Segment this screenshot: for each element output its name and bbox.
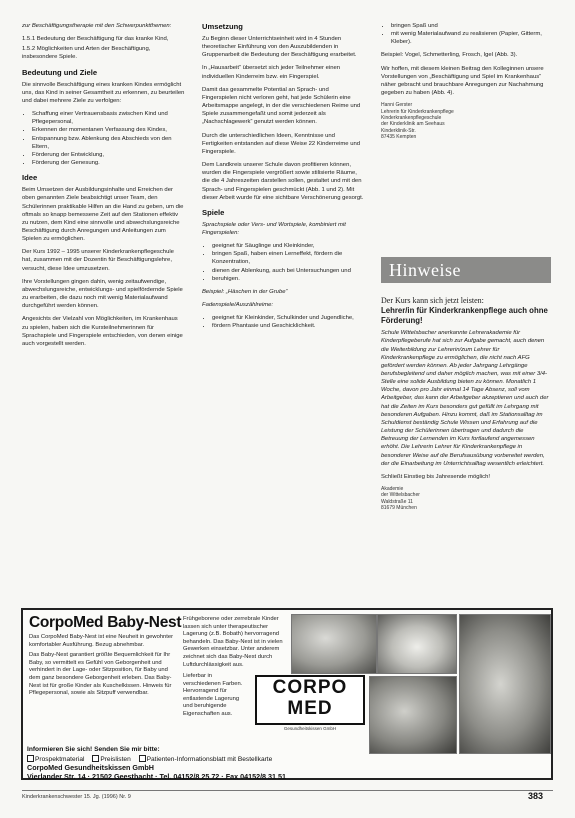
order-coupon xyxy=(27,746,547,781)
goals-item: 1.5.1 Bedeutung der Beschäftigung für das kranke Kind, xyxy=(22,36,169,43)
list-item: • Förderung der Genesung. xyxy=(32,159,185,167)
list-item: • geeignet für Kleinkinder, Schulkinder und Jugendliche, xyxy=(212,314,365,322)
heading-bedeutung: Bedeutung und Ziele xyxy=(22,67,98,77)
paragraph: Angesichts der Vielzahl von Möglichkeiten, im Krankenhaus zu spielen, haben sich die Kursteilnehmerinnen für Sprachspiele und Fingerspiele entschieden, von denen einige auch vorgestellt werden. xyxy=(22,316,183,347)
advertisement xyxy=(21,608,553,780)
paragraph: Die sinnvolle Beschäftigung eines kranken Kindes ermöglicht uns, das Kind in seiner Gesamtheit zu erkennen, zu beurteilen und dabei mehrere Ziele zu verfolgen: xyxy=(22,81,185,104)
footer-rule xyxy=(22,790,553,791)
logo-wordmark xyxy=(255,675,365,725)
list-item: • geeignet für Säuglinge und Kleinkinder, xyxy=(212,242,365,250)
paragraph: In „Hausarbeit“ übersetzt sich jeder Teilnehmer einen individuellen Kinderreim bzw. ein Fingerspiel. xyxy=(202,65,341,80)
notice-signature: Akademie der Wittelsbacher Waldstraße 11 81679 München xyxy=(381,486,420,512)
logo-line: MED xyxy=(287,698,333,719)
footer-citation: Kinderkrankenschwester 15. Jg. (1996) Nr. 9 xyxy=(22,794,131,800)
order-rest: Senden Sie mir bitte: xyxy=(94,746,160,753)
paragraph: Schule Wittelsbacher anerkannte Lehrerakademie für Kinderpflegeberufe hat sich zur Aufgabe gemacht, auch denen die Weiterbildung zur Lehrerin/zum Lehrer für Kinderkrankenpflege zu ermöglichen, die nicht nach AFG gefördert werden können. Ab jeder Jahrgang Lehrgänge berufsbegleitend und daher möglich machen, was mit einer 3/4-Stelle eine solide Ausbildung bieten zu können. Monatlich 1 Woche, davon pro Jahr einmal 14 Tage Absenz, soll vom Arbeitgeber, das kann der Arbeitgeber akzeptieren und auch der hat die Zeiten im Kurs besonders gut gefüllt im Lehrgang mit besonderen Aufgaben. Hinzu kommt, daß im Stationsalltag im Schuldienst beständig Schule Wissen und Erfahrung auf die Leistung der Schülerinnen übertragen und dadurch die Betreuung der Lernenden im Kurs fortlaufend angemessen erhöht. Die Lehrerin Lehrer für Kinderkrankenpflege in besonderer Weise auf die Berufsausübung vorbereitet werden, der die Einarbeitung im Unterrichtsalltag wesentlich erleichtert. xyxy=(381,330,549,467)
ad-paragraph: Das Baby-Nest garantiert größte Bequemlichkeit für Ihr Baby, so vermittelt es Gefühl von Geborgenheit und verhindert in der Lage- oder Sitzposition, für Baby und dem ganz besondere Geborgenheit erleben. Das Baby-Nest ist für große Kinder als Kuschelkissen. Hinweis für Pflegepersonal, sowie als Sitzpuff verwendbar. xyxy=(29,652,172,697)
page-number: 383 xyxy=(528,791,544,801)
order-lead: Informieren Sie sich! xyxy=(27,746,93,753)
list-item: • dienen der Ablenkung, auch bei Untersuchungen und xyxy=(212,267,365,275)
goals-item: 1.5.2 Möglichkeiten und Arten der Beschäftigung, insbesondere Spiele. xyxy=(22,46,151,61)
checkbox[interactable] xyxy=(139,755,146,762)
ad-paragraph: Frühgeborene oder zerrebrale Kinder lassen sich unter therapeutischer Lagerung (z.B. Bobath) hervorragend behandeln. Das Baby-Nest ist in vielen Gewerken einsetzbar. Unter anderem zeichnet sich das Baby-Nest durch Luftdurchlässigkeit aus. xyxy=(183,616,283,668)
intro-text: zur Beschäftigungstherapie mit den Schwerpunktthemen: xyxy=(22,23,172,29)
paragraph: Zu Beginn dieser Unterrichtseinheit wird in 4 Stunden theoretischer Einführung von den Auszubildenden in Gruppenarbeit die Bedeutung der Beschäftigung erarbeitet. xyxy=(202,36,357,59)
column-3-notice xyxy=(381,296,551,518)
bedeutung-list xyxy=(22,110,185,167)
ad-text-left xyxy=(29,634,176,701)
list-item: • bringen Spaß und xyxy=(391,22,551,30)
faden-list xyxy=(202,314,365,330)
hinweise-title: Hinweise xyxy=(389,260,461,280)
list-item: • fördern Phantasie und Geschicklichkeit. xyxy=(212,322,365,330)
spiele-list xyxy=(202,242,365,283)
paragraph: Dem Landkreis unserer Schule davon profitieren können, wurden die Fingerspiele vergrößert sowie stilisierte Räume, die die 4 Jahreszeiten darstellen sollen, gestaltet und mit den Sprach- und Fingerspielen geschmückt (Abb. 1 und 2). Mit dieser Arbeit wurde für eine sichtbare Verschönerung gesorgt. xyxy=(202,162,364,201)
list-item: • Schaffung einer Vertrauensbasis zwischen Kind und Pflegepersonal, xyxy=(32,110,185,126)
list-item: • mit wenig Materialaufwand zu realisieren (Papier, Gitterm, Kleber). xyxy=(391,30,551,46)
paragraph: Damit das gesammelte Potential an Sprach- und Fingerspielen nicht verloren geht, hat jede Schülerin eine Arbeitsmappe angelegt, in der die verschiedenen Reime und Spiele zusammengefaßt und somit jederzeit als „Nachschlagewerk“ genutzt werden können. xyxy=(202,86,361,126)
author-signature: Hanni Gerster Lehrerin für Kinderkrankenpflege Kinderkrankenpflegeschule der Kinderklinik am Seehaus Kinderklinik-Str. 87435 Kempten xyxy=(381,102,454,141)
list-item: • Entspannung bzw. Ablenkung des Abschieds von den Eltern, xyxy=(32,135,185,151)
column-3-top xyxy=(381,22,551,147)
checkbox-label: Prospektmaterial xyxy=(35,755,85,763)
logo-subtitle: Gesundheitskissen GmbH xyxy=(283,726,337,731)
ad-paragraph: Lieferbar in verschiedenen Farben. Hervorragend für entlastende Lagerung und beruhigende Eigenschaften aus. xyxy=(183,673,243,717)
beispiel-text: Beispiel: „Häschen in der Grube“ xyxy=(202,288,288,295)
heading-idee: Idee xyxy=(22,173,38,183)
paragraph: Wir hoffen, mit diesem kleinen Beitrag den Kolleginnen unsere Vorstellungen von „Beschäftigung und Spiel im Krankenhaus“ näher gebracht und brauchbare Anregungen zur Nachahmung gegeben zu haben (Abb. 4). xyxy=(381,65,544,97)
column-1 xyxy=(22,22,185,353)
hinweise-banner xyxy=(381,257,551,283)
paragraph: Schließt Einstieg bis Jahresende möglich! xyxy=(381,473,491,480)
heading-umsetzung: Umsetzung xyxy=(202,22,243,31)
heading-spiele: Spiele xyxy=(202,207,225,217)
paragraph: Beispiel: Vogel, Schmetterling, Frosch, Igel (Abb. 3). xyxy=(381,52,518,59)
checkbox-label: Patienten-Informationsblatt mit Bestellkarte xyxy=(146,755,273,763)
baby-nest-photo xyxy=(291,614,377,674)
paragraph: Durch die unterschiedlichen Ideen, Kenntnisse und Fertigkeiten entstanden auf diese Weise 22 Kinderreime und Fingerspiele. xyxy=(202,132,361,155)
logo-line: CORPO xyxy=(272,677,348,698)
notice-headline: Lehrer/in für Kinderkrankenpflege auch ohne Förderung! xyxy=(381,306,548,325)
list-item: • beruhigen. xyxy=(212,275,365,283)
checkbox-label: Preislisten xyxy=(100,755,131,763)
order-line xyxy=(27,746,547,755)
company-name: CorpoMed Gesundheitskissen GmbH xyxy=(27,763,154,773)
paragraph: Sprachspiele oder Vers- und Wortspiele, kombiniert mit Fingerspielen: xyxy=(202,221,346,236)
baby-nest-photo xyxy=(377,614,457,674)
ad-paragraph: Das CorpoMed Baby-Nest ist eine Neuheit in gewohnter komfortabler Ausführung. Bezug abnehmbar. xyxy=(29,634,174,648)
paragraph: Ihre Vorstellungen gingen dahin, wenig zeitaufwendige, abwechslungsreiche, entwicklungs- und spielfördernde Spiele zu erarbeiten, die dazu noch mit wenig Materialaufwand durchgeführt werden können. xyxy=(22,278,183,310)
checkbox[interactable] xyxy=(92,755,99,762)
list-item: • Förderung der Entwicklung, xyxy=(32,151,185,159)
goals-list xyxy=(22,35,185,61)
ad-title: CorpoMed Baby-Nest xyxy=(29,614,182,631)
list-top xyxy=(381,22,551,46)
paragraph: Der Kurs 1992 – 1995 unserer Kinderkrankenpflegeschule hat, zusammen mit der Dozentin für Beschäftigungslehre, versucht, diese Idee umzusetzen. xyxy=(22,249,174,272)
list-item: • bringen Spaß, haben einen Lerneffekt, fördern die Konzentration, xyxy=(212,250,365,266)
baby-nest-photo xyxy=(369,676,457,754)
notice-lead: Der Kurs kann sich jetzt leisten: xyxy=(381,296,484,305)
ad-text-lower xyxy=(183,673,249,722)
company-address: Vierlander Str. 14 · 21502 Geesthacht · Tel. 04152/8 25 72 · Fax 04152/8 31 51 xyxy=(27,771,287,781)
corpomed-logo xyxy=(255,675,365,733)
baby-nest-photo xyxy=(459,614,551,754)
ad-text-middle xyxy=(183,616,283,672)
column-2 xyxy=(202,22,365,336)
paragraph: Beim Umsetzen der Ausbildungsinhalte und Erreichen der oben genannten Ziele beabsichtigt unser Team, den Schülerinnen praktikable Hilfen an die Hand zu geben, um die oftmals so knapp bemessene Zeit auf den Stationen effektiv zu nutzen, dem Kind eine sinnvolle und abwechslungsreiche Beschäftigung durch Anregungen und Anleitungen zum Spielen zu ermöglichen. xyxy=(22,187,184,243)
fadenspiele-heading: Fadenspiele/Auszählreime: xyxy=(202,302,274,309)
checkbox[interactable] xyxy=(27,755,34,762)
list-item: • Erkennen der momentanen Verfassung des Kindes, xyxy=(32,126,185,134)
